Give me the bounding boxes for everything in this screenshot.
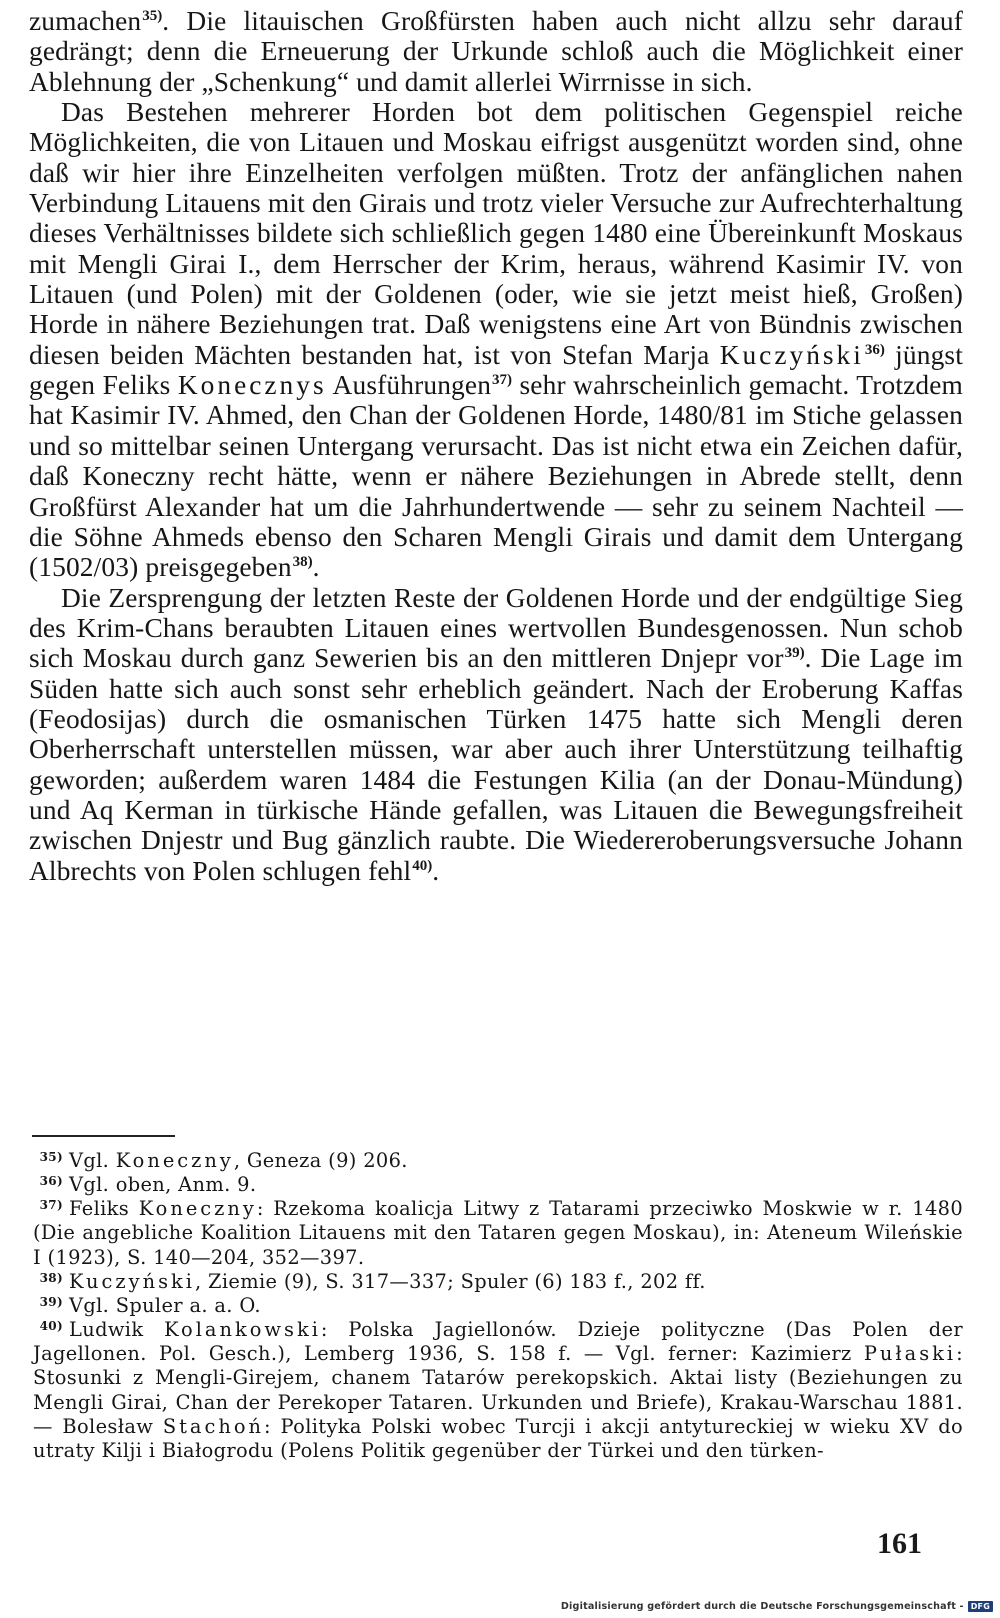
footnote-ref: 36) — [864, 341, 885, 358]
text-run: . — [432, 855, 440, 886]
text-run: Feliks — [69, 1197, 139, 1221]
footnote-number — [33, 1149, 63, 1173]
footnote — [33, 1318, 963, 1463]
text-run: : Rzekoma koalicja Litwy z Tatarami przeciwko Moskwie w r. 1480 (Die angebliche Koalition Litauens mit den Tataren gegen Moskau), in: Ateneum Wileńskie I (1923), S. 140—204, 352—397. — [33, 1197, 964, 1269]
spaced-name: Kolankowski — [164, 1318, 321, 1342]
footnote — [33, 1197, 963, 1269]
dfg-logo: DFG — [968, 1601, 993, 1612]
text-run: . — [312, 552, 320, 583]
paragraph — [29, 97, 963, 583]
footnote-number-label: 36) — [39, 1174, 63, 1189]
text-run: . Die litauischen Großfürsten haben auch nicht allzu sehr darauf gedrängt; denn die Erneuerung der Urkunde schloß auch die Möglichkeit einer Ablehnung der „Schenkung“ und damit allerlei Wirrnisse in sich. — [29, 6, 963, 97]
text-run: , Ziemie (9), S. 317—337; Spuler (6) 183 f., 202 ff. — [194, 1269, 706, 1293]
text-run: Vgl. Spuler a. a. O. — [69, 1293, 261, 1317]
credit-text: Digitalisierung gefördert durch die Deutsche Forschungsgemeinschaft - — [560, 1601, 964, 1612]
text-run: Ludwik — [69, 1318, 165, 1342]
body-text — [29, 6, 963, 886]
spaced-name: Koneczny — [138, 1197, 257, 1221]
text-run: : Stosunki z Mengli-Girejem, chanem Tatarów perekopskich. Aktai listy (Beziehungen zu Mengli Girai, Chan der Perekoper Tataren. Urkunden und Briefe), Krakau-Warschau 1881. — Bolesław — [33, 1342, 963, 1438]
footnotes — [33, 1149, 963, 1463]
footnote-ref: 40) — [412, 857, 433, 874]
footnote — [33, 1173, 963, 1197]
text-run: : Polityka Polski wobec Turcji i akcji antytureckiej w wieku XV do utraty Kilji i Białogrodu (Polens Politik gegenüber der Türkei und den türken- — [33, 1414, 963, 1462]
spaced-name: Stachoń — [162, 1414, 265, 1438]
spaced-name: Koneczny — [115, 1149, 234, 1172]
text-run: . Die Lage im Süden hatte sich auch sonst sehr erheblich geändert. Nach der Eroberung Kaffas (Feodosijas) durch die osmanischen Türken 1475 hatte sich Mengli deren Oberherrschaft unterstellen müssen, war aber auch ihrer Unterstützung teilhaftig geworden; außerdem waren 1484 die Festungen Kilia (an der Donau-Mündung) und Aq Kerman in türkische Hände gefallen, was Litauen die Bewegungsfreiheit zwischen Dnjestr und Bug gänzlich raubte. Die Wiedereroberungsversuche Johann Albrechts von Polen schlugen fehl — [29, 643, 964, 886]
footnote-number-label: 39) — [39, 1294, 63, 1309]
footnote-ref: 39) — [784, 645, 805, 662]
footnote-separator — [32, 1135, 175, 1137]
footnote — [33, 1294, 963, 1318]
footnote-number-label: 35) — [39, 1150, 63, 1164]
text-run: : Polska Jagiellonów. Dzieje polityczne (Das Polen der Jagellonen. Pol. Gesch.), Lemberg 1936, S. 158 f. — Vgl. ferner: Kazimierz — [33, 1318, 963, 1366]
footnote — [33, 1149, 963, 1173]
footnote — [33, 1270, 963, 1294]
text-run: , Geneza (9) 206. — [233, 1149, 408, 1172]
text-run: zumachen — [29, 6, 142, 36]
digitization-credit — [561, 1601, 993, 1612]
footnote-number — [33, 1173, 63, 1197]
paragraph — [29, 6, 963, 97]
spaced-name: Konecznys — [177, 370, 327, 401]
footnote-number — [33, 1294, 63, 1318]
footnote-ref: 37) — [492, 372, 513, 389]
spaced-name: Kuczyński — [719, 339, 864, 370]
page-number: 161 — [877, 1527, 922, 1560]
spaced-name: Kuczyński — [69, 1269, 195, 1293]
text-run: sehr wahrscheinlich gemacht. Trotzdem hat Kasimir IV. Ahmed, den Chan der Goldenen Horde, 1480/81 im Stiche gelassen und so mittelbar seinen Untergang verursacht. Das ist nicht etwa ein Zeichen dafür, daß Koneczny recht hätte, wenn er nähere Beziehungen in Abrede stellt, denn Großfürst Alexander hat um die Jahrhundertwende — sehr zu seinem Nachteil — die Söhne Ahmeds ebenso den Scharen Mengli Girais und damit dem Untergang (1502/03) preisgegeben — [29, 370, 963, 583]
footnote-number — [33, 1318, 63, 1342]
text-run: Das Bestehen mehrerer Horden bot dem politischen Gegenspiel reiche Möglichkeiten, die von Litauen und Moskau eifrigst ausgenützt worden sind, ohne daß wir hier ihre Einzelheiten verfolgen müßten. Trotz der anfänglichen nahen Verbindung Litauens mit den Girais und trotz vieler Versuche zur Aufrechterhaltung dieses Verhältnisses bildete sich schließlich gegen 1480 eine Übereinkunft Moskaus mit Mengli Girai I., dem Herrscher der Krim, heraus, während Kasimir IV. von Litauen (und Polen) mit der Goldenen (oder, wie sie jetzt meist hieß, Großen) Horde in nähere Beziehungen trat. Daß wenigstens eine Art von Bündnis zwischen diesen beiden Mächten bestanden hat, ist von Stefan Marja — [29, 97, 963, 370]
text-run: Ausführungen — [326, 370, 492, 401]
text-run: Die Zersprengung der letzten Reste der Goldenen Horde und der endgültige Sieg des Krim-Chans beraubten Litauen eines wertvollen Bundesgenossen. Nun schob sich Moskau durch ganz Sewerien bis an den mittleren Dnjepr vor — [29, 582, 963, 674]
footnote-number-label: 40) — [39, 1319, 63, 1334]
footnote-number-label: 37) — [39, 1198, 63, 1213]
footnote-number — [33, 1270, 63, 1294]
text-run: Vgl. oben, Anm. 9. — [69, 1173, 257, 1197]
footnote-ref: 35) — [142, 8, 163, 24]
footnote-ref: 38) — [292, 554, 313, 571]
footnote-number — [33, 1197, 63, 1221]
footnote-number-label: 38) — [39, 1270, 63, 1285]
paragraph — [29, 583, 963, 886]
text-run: Vgl. — [69, 1149, 116, 1172]
text-run: jüngst gegen Feliks — [29, 339, 963, 401]
spaced-name: Pułaski — [863, 1342, 957, 1366]
